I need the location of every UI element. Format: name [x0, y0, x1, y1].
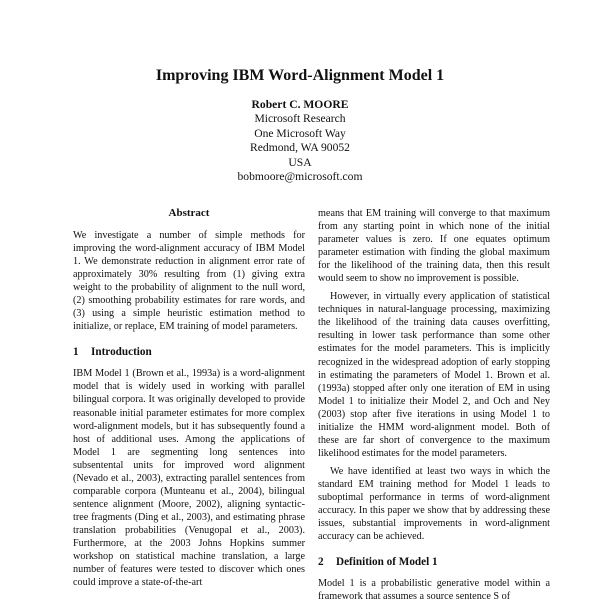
definition-text: Model 1 is a probabilistic generative model within a framework that assumes a source sentence S of: [318, 578, 550, 603]
section-heading-introduction: [73, 345, 305, 359]
section-number: 2: [318, 556, 324, 569]
paragraph: We have identified at least two ways in which the standard EM training method for Model 1 leads to suboptimal performance in terms of word-alignment accuracy. In this paper we show that by addressing these issues, substantial improvements in word-alignment accuracy can be achieved.: [318, 465, 550, 543]
author-address-line2: Redmond, WA 90052: [250, 141, 350, 155]
author-affiliation: Microsoft Research: [254, 112, 346, 126]
abstract-text: We investigate a number of simple methods for improving the word-alignment accuracy of IBM Model 1. We demonstrate reduction in alignment error rate of approximately 30% resulting from (1) giving extra weight to the probability of alignment to the null word, (2) smoothing probability estimates for rare words, and (3) using a simple heuristic estimation method to initialize, or replace, EM training of model parameters.: [73, 230, 305, 333]
author-email: bobmoore@microsoft.com: [237, 170, 363, 184]
paper-title: Improving IBM Word-Alignment Model 1: [155, 67, 445, 84]
right-column: [318, 207, 550, 603]
section-title: Definition of Model 1: [336, 556, 438, 569]
paragraph: means that EM training will converge to that maximum from any starting point in which none of the initial parameter values is zero. If one equates optimum parameter estimation with finding the global maximum for the likelihood of the training data, then this result would seem to show no improvement is possible.: [318, 208, 550, 285]
left-column: [73, 206, 305, 589]
section-title: Introduction: [91, 346, 152, 359]
section-heading-definition: [318, 555, 550, 569]
introduction-text: IBM Model 1 (Brown et al., 1993a) is a word-alignment model that is widely used in working with parallel bilingual corpora. It was originally developed to provide reasonable initial parameter estimates for more complex word-alignment models, but it has subsequently found a host of additional uses. Among the applications of Model 1 are segmenting long sentences into subsentental units for improved word alignment (Nevado et al., 2003), extracting parallel sentences from comparable corpora (Munteanu et al., 2004), bilingual sentence alignment (Moore, 2002), aligning syntactic-tree fragments (Ding et al., 2003), and estimating phrase translation probabilities (Venugopal et al., 2003). Furthermore, at the 2003 Johns Hopkins summer workshop on statistical machine translation, a large number of features were tested to discover which ones could improve a state-of-the-art: [73, 368, 305, 589]
section-number: 1: [73, 346, 79, 359]
author-name: Robert C. MOORE: [251, 98, 349, 111]
paragraph: However, in virtually every application of statistical techniques in natural-language processing, maximizing the likelihood of the training data causes overfitting, resulting in lower task performance than some other estimates for the model parameters. This is implicitly recognized in the widespread adoption of early stopping in estimating the parameters of Model 1. Brown et al. (1993a) stopped after only one iteration of EM in using Model 1 to initialize their Model 2, and Och and Ney (2003) stop after five iterations in using Model 1 to initialize the HMM word-alignment model. Both of these are far short of convergence to the maximum likelihood estimates for the model parameters.: [318, 291, 550, 459]
author-block: [0, 98, 600, 184]
abstract-heading: Abstract: [168, 207, 210, 219]
author-country: USA: [288, 155, 312, 169]
author-address-line1: One Microsoft Way: [254, 126, 346, 140]
